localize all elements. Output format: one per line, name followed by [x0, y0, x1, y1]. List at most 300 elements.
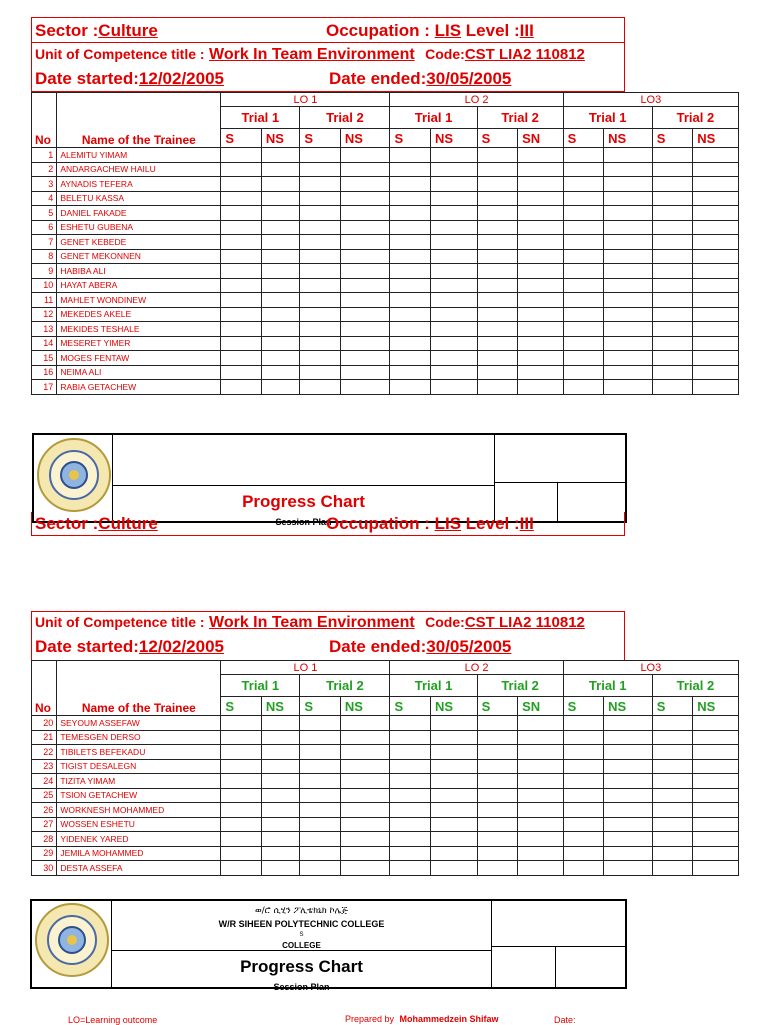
grade-cell[interactable] [261, 293, 299, 308]
grade-cell[interactable] [477, 365, 518, 380]
grade-cell[interactable] [430, 832, 477, 847]
grade-cell[interactable] [340, 162, 390, 177]
grade-cell[interactable] [477, 336, 518, 351]
grade-cell[interactable] [300, 191, 341, 206]
grade-cell[interactable] [221, 148, 262, 163]
grade-cell[interactable] [518, 235, 564, 250]
grade-cell[interactable] [693, 322, 739, 337]
grade-cell[interactable] [518, 745, 564, 760]
grade-cell[interactable] [563, 322, 604, 337]
grade-cell[interactable] [604, 264, 653, 279]
grade-cell[interactable] [563, 336, 604, 351]
grade-cell[interactable] [652, 832, 693, 847]
grade-cell[interactable] [430, 716, 477, 731]
grade-cell[interactable] [221, 759, 262, 774]
grade-cell[interactable] [221, 177, 262, 192]
grade-cell[interactable] [518, 861, 564, 876]
grade-cell[interactable] [604, 249, 653, 264]
grade-cell[interactable] [652, 380, 693, 395]
grade-cell[interactable] [693, 351, 739, 366]
grade-cell[interactable] [604, 235, 653, 250]
grade-cell[interactable] [518, 759, 564, 774]
grade-cell[interactable] [261, 177, 299, 192]
grade-cell[interactable] [261, 365, 299, 380]
grade-cell[interactable] [477, 788, 518, 803]
grade-cell[interactable] [261, 861, 299, 876]
grade-cell[interactable] [300, 846, 341, 861]
grade-cell[interactable] [563, 774, 604, 789]
grade-cell[interactable] [340, 249, 390, 264]
grade-cell[interactable] [518, 365, 564, 380]
grade-cell[interactable] [477, 759, 518, 774]
grade-cell[interactable] [604, 162, 653, 177]
grade-cell[interactable] [221, 380, 262, 395]
grade-cell[interactable] [563, 832, 604, 847]
grade-cell[interactable] [693, 293, 739, 308]
grade-cell[interactable] [340, 206, 390, 221]
grade-cell[interactable] [477, 177, 518, 192]
grade-cell[interactable] [390, 774, 431, 789]
grade-cell[interactable] [563, 803, 604, 818]
grade-cell[interactable] [563, 264, 604, 279]
grade-cell[interactable] [430, 861, 477, 876]
grade-cell[interactable] [261, 745, 299, 760]
grade-cell[interactable] [430, 380, 477, 395]
grade-cell[interactable] [430, 817, 477, 832]
grade-cell[interactable] [340, 788, 390, 803]
grade-cell[interactable] [221, 730, 262, 745]
grade-cell[interactable] [563, 220, 604, 235]
grade-cell[interactable] [430, 162, 477, 177]
grade-cell[interactable] [563, 278, 604, 293]
grade-cell[interactable] [604, 817, 653, 832]
grade-cell[interactable] [390, 365, 431, 380]
grade-cell[interactable] [563, 148, 604, 163]
grade-cell[interactable] [300, 235, 341, 250]
grade-cell[interactable] [604, 293, 653, 308]
grade-cell[interactable] [518, 278, 564, 293]
grade-cell[interactable] [390, 264, 431, 279]
grade-cell[interactable] [221, 278, 262, 293]
grade-cell[interactable] [518, 148, 564, 163]
grade-cell[interactable] [518, 788, 564, 803]
grade-cell[interactable] [563, 730, 604, 745]
grade-cell[interactable] [518, 264, 564, 279]
grade-cell[interactable] [430, 351, 477, 366]
grade-cell[interactable] [261, 191, 299, 206]
grade-cell[interactable] [340, 759, 390, 774]
grade-cell[interactable] [652, 191, 693, 206]
grade-cell[interactable] [693, 148, 739, 163]
grade-cell[interactable] [300, 745, 341, 760]
grade-cell[interactable] [221, 788, 262, 803]
grade-cell[interactable] [430, 191, 477, 206]
grade-cell[interactable] [652, 307, 693, 322]
grade-cell[interactable] [340, 191, 390, 206]
grade-cell[interactable] [390, 351, 431, 366]
grade-cell[interactable] [652, 278, 693, 293]
grade-cell[interactable] [221, 716, 262, 731]
grade-cell[interactable] [477, 380, 518, 395]
grade-cell[interactable] [261, 351, 299, 366]
grade-cell[interactable] [340, 730, 390, 745]
grade-cell[interactable] [340, 803, 390, 818]
grade-cell[interactable] [693, 759, 739, 774]
grade-cell[interactable] [518, 220, 564, 235]
grade-cell[interactable] [340, 745, 390, 760]
grade-cell[interactable] [430, 220, 477, 235]
grade-cell[interactable] [652, 759, 693, 774]
grade-cell[interactable] [693, 380, 739, 395]
grade-cell[interactable] [221, 206, 262, 221]
grade-cell[interactable] [261, 307, 299, 322]
grade-cell[interactable] [390, 745, 431, 760]
grade-cell[interactable] [300, 307, 341, 322]
grade-cell[interactable] [430, 846, 477, 861]
grade-cell[interactable] [300, 336, 341, 351]
grade-cell[interactable] [693, 307, 739, 322]
grade-cell[interactable] [693, 745, 739, 760]
grade-cell[interactable] [604, 351, 653, 366]
grade-cell[interactable] [693, 191, 739, 206]
grade-cell[interactable] [604, 191, 653, 206]
grade-cell[interactable] [390, 336, 431, 351]
grade-cell[interactable] [604, 774, 653, 789]
grade-cell[interactable] [390, 803, 431, 818]
grade-cell[interactable] [300, 249, 341, 264]
grade-cell[interactable] [604, 788, 653, 803]
grade-cell[interactable] [221, 846, 262, 861]
grade-cell[interactable] [390, 235, 431, 250]
grade-cell[interactable] [340, 351, 390, 366]
grade-cell[interactable] [300, 774, 341, 789]
grade-cell[interactable] [390, 148, 431, 163]
grade-cell[interactable] [390, 206, 431, 221]
grade-cell[interactable] [563, 177, 604, 192]
grade-cell[interactable] [477, 264, 518, 279]
grade-cell[interactable] [300, 264, 341, 279]
grade-cell[interactable] [300, 177, 341, 192]
grade-cell[interactable] [221, 351, 262, 366]
grade-cell[interactable] [340, 235, 390, 250]
grade-cell[interactable] [652, 322, 693, 337]
grade-cell[interactable] [693, 264, 739, 279]
grade-cell[interactable] [693, 162, 739, 177]
grade-cell[interactable] [261, 322, 299, 337]
grade-cell[interactable] [604, 730, 653, 745]
grade-cell[interactable] [300, 220, 341, 235]
grade-cell[interactable] [261, 249, 299, 264]
grade-cell[interactable] [221, 162, 262, 177]
grade-cell[interactable] [518, 336, 564, 351]
grade-cell[interactable] [604, 336, 653, 351]
grade-cell[interactable] [604, 148, 653, 163]
grade-cell[interactable] [477, 832, 518, 847]
grade-cell[interactable] [518, 293, 564, 308]
grade-cell[interactable] [477, 351, 518, 366]
grade-cell[interactable] [693, 803, 739, 818]
grade-cell[interactable] [390, 832, 431, 847]
grade-cell[interactable] [604, 759, 653, 774]
grade-cell[interactable] [693, 249, 739, 264]
grade-cell[interactable] [300, 861, 341, 876]
grade-cell[interactable] [300, 730, 341, 745]
grade-cell[interactable] [390, 307, 431, 322]
grade-cell[interactable] [518, 846, 564, 861]
grade-cell[interactable] [430, 249, 477, 264]
grade-cell[interactable] [652, 264, 693, 279]
grade-cell[interactable] [221, 322, 262, 337]
grade-cell[interactable] [300, 832, 341, 847]
grade-cell[interactable] [430, 322, 477, 337]
grade-cell[interactable] [652, 716, 693, 731]
grade-cell[interactable] [518, 307, 564, 322]
grade-cell[interactable] [652, 293, 693, 308]
grade-cell[interactable] [477, 278, 518, 293]
grade-cell[interactable] [261, 832, 299, 847]
grade-cell[interactable] [652, 817, 693, 832]
grade-cell[interactable] [477, 191, 518, 206]
grade-cell[interactable] [221, 264, 262, 279]
grade-cell[interactable] [390, 177, 431, 192]
grade-cell[interactable] [518, 322, 564, 337]
grade-cell[interactable] [390, 716, 431, 731]
grade-cell[interactable] [604, 365, 653, 380]
grade-cell[interactable] [221, 861, 262, 876]
grade-cell[interactable] [604, 177, 653, 192]
grade-cell[interactable] [261, 380, 299, 395]
grade-cell[interactable] [340, 861, 390, 876]
grade-cell[interactable] [261, 716, 299, 731]
grade-cell[interactable] [604, 380, 653, 395]
grade-cell[interactable] [430, 293, 477, 308]
grade-cell[interactable] [261, 220, 299, 235]
grade-cell[interactable] [563, 759, 604, 774]
grade-cell[interactable] [563, 846, 604, 861]
grade-cell[interactable] [340, 322, 390, 337]
grade-cell[interactable] [300, 365, 341, 380]
grade-cell[interactable] [221, 365, 262, 380]
grade-cell[interactable] [430, 759, 477, 774]
grade-cell[interactable] [340, 278, 390, 293]
grade-cell[interactable] [390, 293, 431, 308]
grade-cell[interactable] [563, 861, 604, 876]
grade-cell[interactable] [221, 774, 262, 789]
grade-cell[interactable] [477, 716, 518, 731]
grade-cell[interactable] [221, 817, 262, 832]
grade-cell[interactable] [340, 365, 390, 380]
grade-cell[interactable] [693, 206, 739, 221]
grade-cell[interactable] [604, 220, 653, 235]
grade-cell[interactable] [221, 235, 262, 250]
grade-cell[interactable] [221, 191, 262, 206]
grade-cell[interactable] [390, 817, 431, 832]
grade-cell[interactable] [300, 380, 341, 395]
grade-cell[interactable] [563, 235, 604, 250]
grade-cell[interactable] [300, 162, 341, 177]
grade-cell[interactable] [477, 220, 518, 235]
grade-cell[interactable] [430, 774, 477, 789]
grade-cell[interactable] [563, 788, 604, 803]
grade-cell[interactable] [340, 846, 390, 861]
grade-cell[interactable] [652, 336, 693, 351]
grade-cell[interactable] [477, 249, 518, 264]
grade-cell[interactable] [221, 745, 262, 760]
grade-cell[interactable] [390, 191, 431, 206]
grade-cell[interactable] [604, 832, 653, 847]
grade-cell[interactable] [340, 177, 390, 192]
grade-cell[interactable] [221, 220, 262, 235]
grade-cell[interactable] [261, 774, 299, 789]
grade-cell[interactable] [390, 730, 431, 745]
grade-cell[interactable] [563, 817, 604, 832]
grade-cell[interactable] [563, 351, 604, 366]
grade-cell[interactable] [261, 264, 299, 279]
grade-cell[interactable] [604, 846, 653, 861]
grade-cell[interactable] [261, 206, 299, 221]
grade-cell[interactable] [300, 716, 341, 731]
grade-cell[interactable] [221, 336, 262, 351]
grade-cell[interactable] [340, 307, 390, 322]
grade-cell[interactable] [430, 264, 477, 279]
grade-cell[interactable] [518, 206, 564, 221]
grade-cell[interactable] [300, 148, 341, 163]
grade-cell[interactable] [390, 249, 431, 264]
grade-cell[interactable] [652, 351, 693, 366]
grade-cell[interactable] [693, 278, 739, 293]
grade-cell[interactable] [430, 206, 477, 221]
grade-cell[interactable] [300, 206, 341, 221]
grade-cell[interactable] [221, 307, 262, 322]
grade-cell[interactable] [300, 322, 341, 337]
grade-cell[interactable] [477, 293, 518, 308]
grade-cell[interactable] [693, 716, 739, 731]
grade-cell[interactable] [430, 365, 477, 380]
grade-cell[interactable] [563, 307, 604, 322]
grade-cell[interactable] [518, 380, 564, 395]
grade-cell[interactable] [563, 380, 604, 395]
grade-cell[interactable] [518, 191, 564, 206]
grade-cell[interactable] [518, 774, 564, 789]
grade-cell[interactable] [340, 148, 390, 163]
grade-cell[interactable] [693, 730, 739, 745]
grade-cell[interactable] [390, 278, 431, 293]
grade-cell[interactable] [652, 745, 693, 760]
grade-cell[interactable] [340, 220, 390, 235]
grade-cell[interactable] [261, 148, 299, 163]
grade-cell[interactable] [693, 788, 739, 803]
grade-cell[interactable] [300, 278, 341, 293]
grade-cell[interactable] [340, 336, 390, 351]
grade-cell[interactable] [518, 249, 564, 264]
grade-cell[interactable] [430, 745, 477, 760]
grade-cell[interactable] [261, 788, 299, 803]
grade-cell[interactable] [477, 206, 518, 221]
grade-cell[interactable] [477, 774, 518, 789]
grade-cell[interactable] [563, 162, 604, 177]
grade-cell[interactable] [652, 206, 693, 221]
grade-cell[interactable] [693, 365, 739, 380]
grade-cell[interactable] [652, 220, 693, 235]
grade-cell[interactable] [693, 774, 739, 789]
grade-cell[interactable] [430, 278, 477, 293]
grade-cell[interactable] [390, 322, 431, 337]
grade-cell[interactable] [390, 759, 431, 774]
grade-cell[interactable] [261, 730, 299, 745]
grade-cell[interactable] [300, 803, 341, 818]
grade-cell[interactable] [652, 774, 693, 789]
grade-cell[interactable] [604, 745, 653, 760]
grade-cell[interactable] [693, 861, 739, 876]
grade-cell[interactable] [340, 832, 390, 847]
grade-cell[interactable] [518, 832, 564, 847]
grade-cell[interactable] [430, 730, 477, 745]
grade-cell[interactable] [477, 322, 518, 337]
grade-cell[interactable] [652, 148, 693, 163]
grade-cell[interactable] [652, 730, 693, 745]
grade-cell[interactable] [477, 235, 518, 250]
grade-cell[interactable] [652, 249, 693, 264]
grade-cell[interactable] [261, 817, 299, 832]
grade-cell[interactable] [430, 177, 477, 192]
grade-cell[interactable] [604, 803, 653, 818]
grade-cell[interactable] [300, 817, 341, 832]
grade-cell[interactable] [261, 846, 299, 861]
grade-cell[interactable] [340, 716, 390, 731]
grade-cell[interactable] [477, 307, 518, 322]
grade-cell[interactable] [390, 220, 431, 235]
grade-cell[interactable] [693, 235, 739, 250]
grade-cell[interactable] [261, 162, 299, 177]
grade-cell[interactable] [221, 832, 262, 847]
grade-cell[interactable] [563, 716, 604, 731]
grade-cell[interactable] [652, 365, 693, 380]
grade-cell[interactable] [477, 803, 518, 818]
grade-cell[interactable] [261, 336, 299, 351]
grade-cell[interactable] [221, 293, 262, 308]
grade-cell[interactable] [604, 278, 653, 293]
grade-cell[interactable] [604, 716, 653, 731]
grade-cell[interactable] [693, 817, 739, 832]
grade-cell[interactable] [477, 861, 518, 876]
grade-cell[interactable] [518, 803, 564, 818]
grade-cell[interactable] [518, 162, 564, 177]
grade-cell[interactable] [563, 191, 604, 206]
grade-cell[interactable] [652, 803, 693, 818]
grade-cell[interactable] [477, 745, 518, 760]
grade-cell[interactable] [390, 846, 431, 861]
grade-cell[interactable] [390, 788, 431, 803]
grade-cell[interactable] [652, 177, 693, 192]
grade-cell[interactable] [390, 861, 431, 876]
grade-cell[interactable] [652, 846, 693, 861]
grade-cell[interactable] [477, 846, 518, 861]
grade-cell[interactable] [693, 846, 739, 861]
grade-cell[interactable] [430, 307, 477, 322]
grade-cell[interactable] [300, 759, 341, 774]
grade-cell[interactable] [221, 249, 262, 264]
grade-cell[interactable] [652, 788, 693, 803]
grade-cell[interactable] [563, 365, 604, 380]
grade-cell[interactable] [477, 817, 518, 832]
grade-cell[interactable] [430, 148, 477, 163]
grade-cell[interactable] [563, 745, 604, 760]
grade-cell[interactable] [390, 162, 431, 177]
grade-cell[interactable] [261, 759, 299, 774]
grade-cell[interactable] [261, 278, 299, 293]
grade-cell[interactable] [221, 803, 262, 818]
grade-cell[interactable] [300, 351, 341, 366]
